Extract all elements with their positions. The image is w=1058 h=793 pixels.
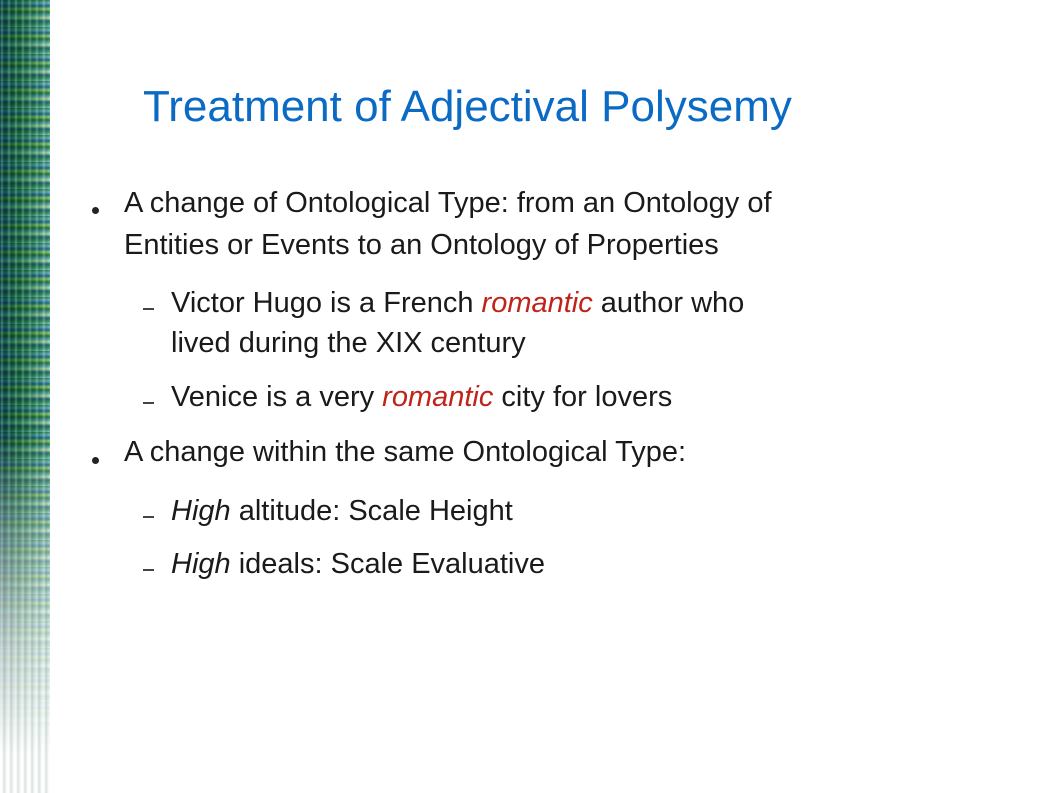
sub-bullet-1-1-line-2: lived during the XIX century — [171, 327, 526, 359]
sub-bullet-dash-icon — [143, 516, 154, 518]
sub-bullet-text: altitude: Scale Height — [230, 495, 513, 527]
sub-bullet-dash-icon — [143, 402, 154, 404]
slide-title: Treatment of Adjectival Polysemy — [143, 82, 792, 131]
sub-bullet-1-2 — [171, 378, 672, 416]
bullet-1-line-1: A change of Ontological Type: from an Ontology of — [124, 187, 772, 219]
bullet-1-line-2: Entities or Events to an Ontology of Properties — [124, 229, 719, 261]
italic-adjective: High — [171, 495, 231, 527]
sub-bullet-text: Victor Hugo is a French — [171, 287, 482, 319]
italic-adjective: High — [171, 548, 231, 580]
sub-bullet-text: city for lovers — [493, 381, 673, 413]
sub-bullet-text: author who — [592, 287, 745, 319]
highlighted-adjective: romantic — [481, 287, 593, 319]
sub-bullet-1-1-line-1 — [171, 284, 744, 322]
sub-bullet-2-2 — [171, 545, 545, 583]
sub-bullet-text: ideals: Scale Evaluative — [230, 548, 545, 580]
sub-bullet-dash-icon — [143, 569, 154, 571]
bullet-2-line-1: A change within the same Ontological Type: — [124, 436, 687, 468]
highlighted-adjective: romantic — [382, 381, 494, 413]
bullet-dot-icon — [92, 207, 99, 214]
sub-bullet-dash-icon — [143, 308, 154, 310]
sub-bullet-2-1 — [171, 492, 513, 530]
bullet-dot-icon — [92, 457, 99, 464]
sub-bullet-text: Venice is a very — [171, 381, 383, 413]
